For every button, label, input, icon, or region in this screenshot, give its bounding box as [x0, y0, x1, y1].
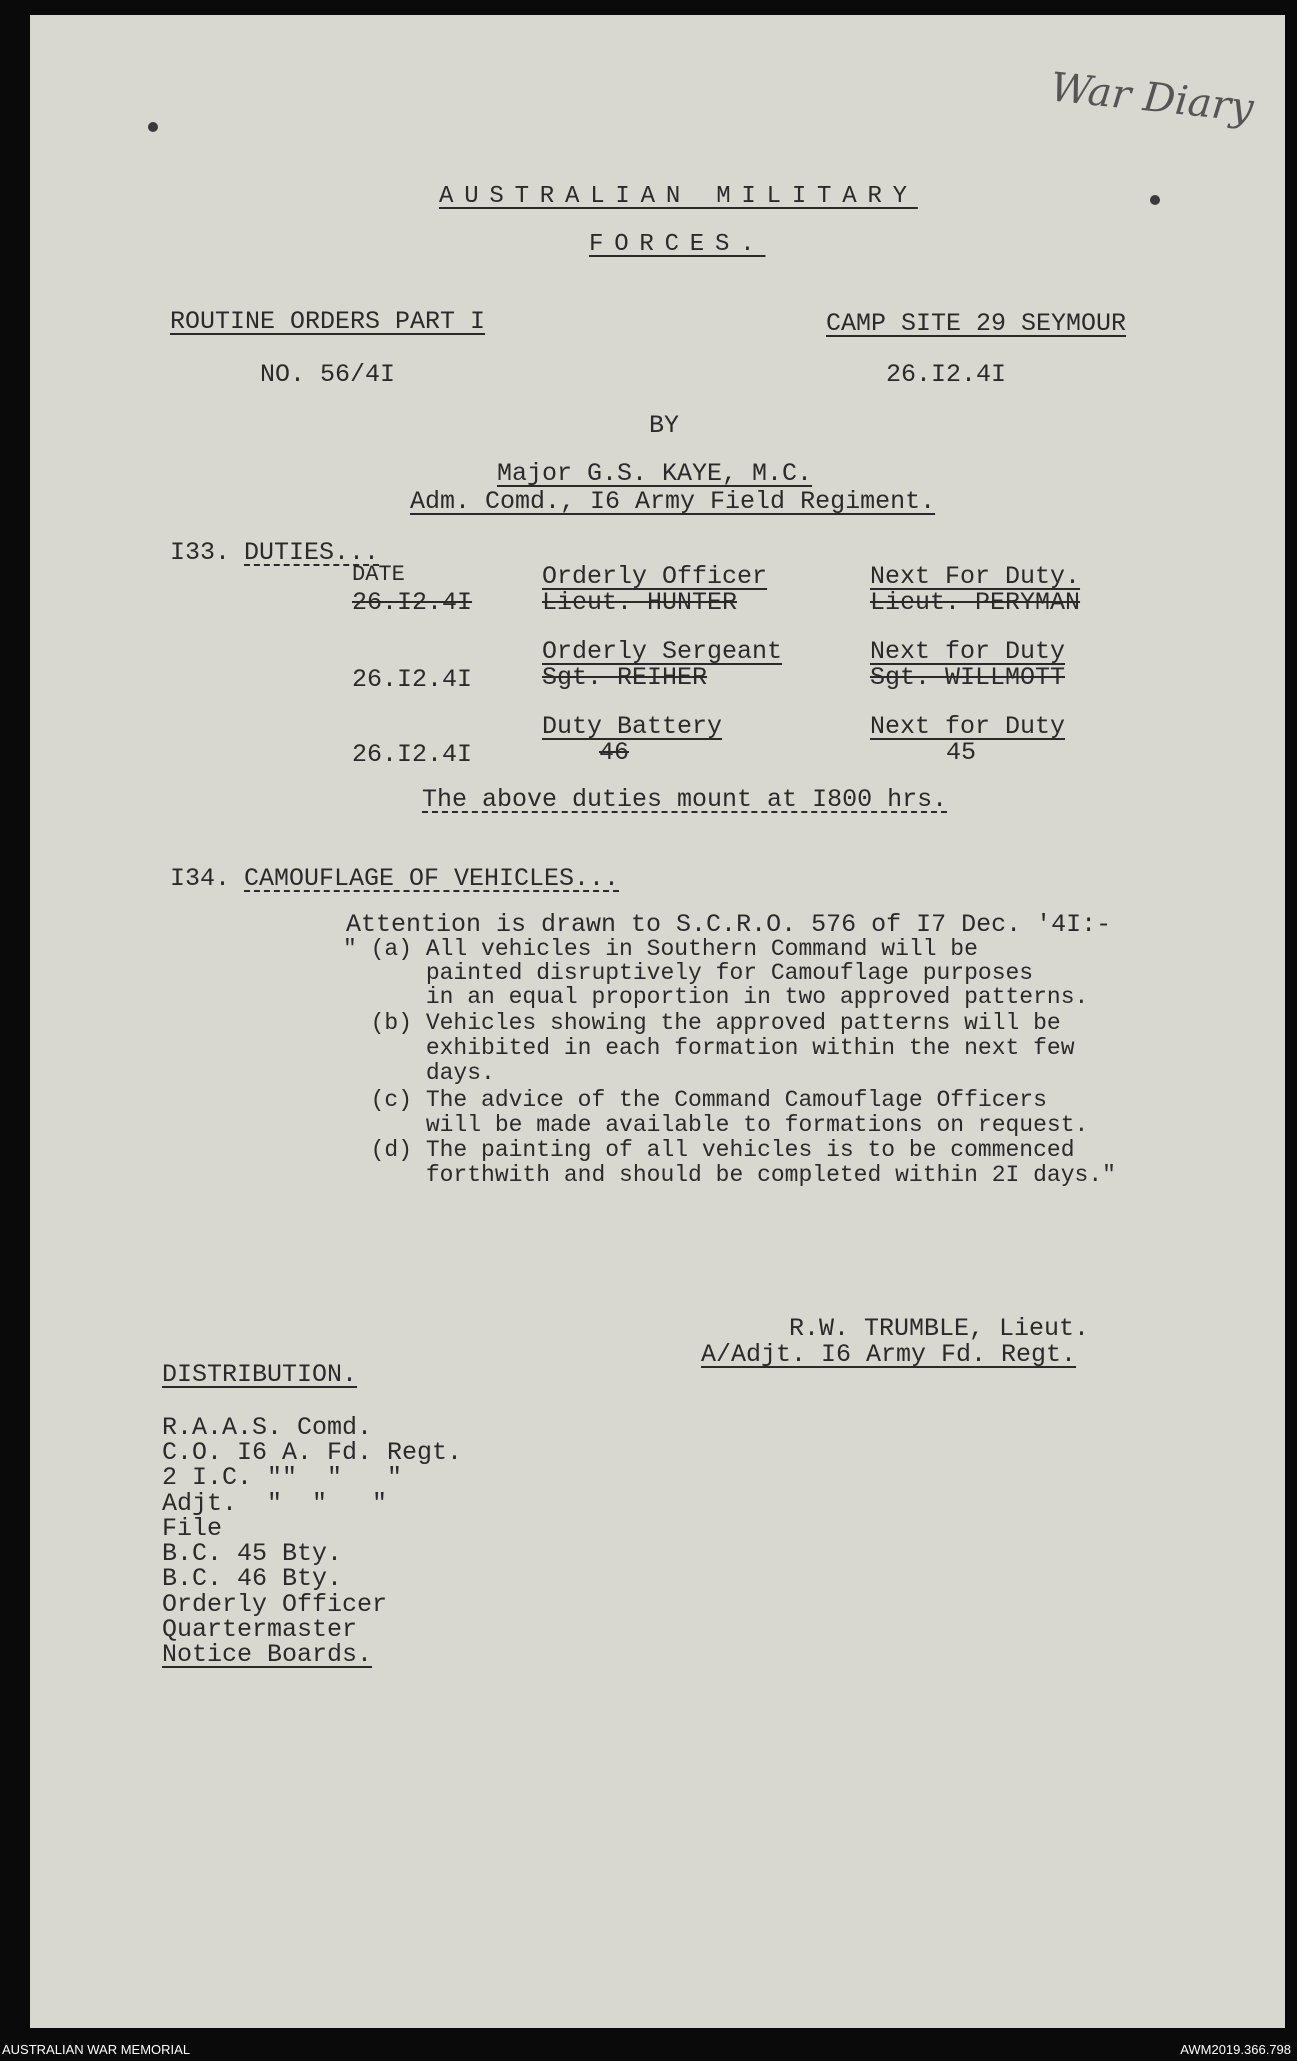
distribution-item: File	[162, 1514, 223, 1543]
camouflage-number: I34.	[170, 864, 231, 893]
distribution-item: B.C. 45 Bty.	[162, 1539, 343, 1568]
camouflage-line: painted disruptively for Camouflage purposes	[343, 960, 1034, 986]
camp-location: CAMP SITE 29 SEYMOUR	[826, 309, 1127, 338]
camouflage-line: will be made available to formations on request.	[343, 1112, 1089, 1138]
camouflage-line: days.	[343, 1060, 495, 1086]
pin-hole-mark	[1150, 195, 1160, 205]
next-duty-assigned: 45	[946, 738, 977, 767]
by-label: BY	[649, 411, 680, 440]
header-title: AUSTRALIAN MILITARY	[439, 183, 918, 210]
distribution-heading: DISTRIBUTION.	[162, 1360, 358, 1389]
duties-note: The above duties mount at I800 hrs.	[422, 785, 948, 814]
footer-credit: AUSTRALIAN WAR MEMORIAL	[2, 2042, 191, 2057]
order-date: 26.I2.4I	[886, 360, 1007, 389]
handwritten-note: War Diary	[1048, 64, 1256, 132]
signature-name: R.W. TRUMBLE, Lieut.	[789, 1314, 1090, 1343]
duties-number: I33.	[170, 538, 231, 567]
orders-title: ROUTINE ORDERS PART I	[170, 307, 486, 336]
camouflage-line: " (a) All vehicles in Southern Command will be	[343, 936, 978, 962]
camouflage-line: (d) The painting of all vehicles is to be commenced	[343, 1137, 1075, 1163]
distribution-item: B.C. 46 Bty.	[162, 1564, 343, 1593]
camouflage-line: (b) Vehicles showing the approved patterns will be	[343, 1010, 1061, 1036]
next-duty-assigned: Lieut. PERYMAN	[870, 588, 1081, 617]
duty-assigned: 46	[599, 738, 630, 767]
camouflage-line: in an equal proportion in two approved patterns.	[343, 984, 1089, 1010]
order-number: NO. 56/4I	[260, 360, 396, 389]
camouflage-heading: CAMOUFLAGE OF VEHICLES...	[244, 864, 620, 893]
duties-heading: DUTIES...	[244, 538, 380, 567]
next-duty-label: Next for Duty	[870, 712, 1066, 741]
duty-assigned: Lieut. HUNTER	[542, 588, 738, 617]
camouflage-line: forthwith and should be completed within 2I days."	[343, 1162, 1116, 1188]
header-subtitle: FORCES.	[589, 231, 766, 258]
duty-title: Orderly Officer	[542, 562, 768, 591]
duty-title: Orderly Sergeant	[542, 637, 783, 666]
officer-name: Major G.S. KAYE, M.C.	[497, 459, 813, 488]
camouflage-line: exhibited in each formation within the next few	[343, 1035, 1075, 1061]
pin-hole-mark	[148, 122, 158, 132]
officer-command: Adm. Comd., I6 Army Field Regiment.	[410, 487, 936, 516]
footer-accession-number: AWM2019.366.798	[1180, 2042, 1291, 2057]
next-duty-label: Next for Duty	[870, 637, 1066, 666]
distribution-item: Quartermaster	[162, 1615, 358, 1644]
distribution-item: R.A.A.S. Comd.	[162, 1413, 373, 1442]
duty-assigned: Sgt. REIHER	[542, 663, 708, 692]
date-column-header: DATE	[352, 562, 405, 587]
distribution-item: Adjt. " " "	[162, 1489, 388, 1518]
distribution-item: 2 I.C. "" " "	[162, 1463, 403, 1492]
next-duty-label: Next For Duty.	[870, 562, 1081, 591]
signature-title: A/Adjt. I6 Army Fd. Regt.	[701, 1340, 1077, 1369]
camouflage-intro: Attention is drawn to S.C.R.O. 576 of I7 Dec. '4I:-	[346, 910, 1112, 939]
next-duty-assigned: Sgt. WILLMOTT	[870, 663, 1066, 692]
duty-date: 26.I2.4I	[352, 665, 473, 694]
duty-date: 26.I2.4I	[352, 588, 473, 617]
distribution-item: C.O. I6 A. Fd. Regt.	[162, 1438, 463, 1467]
distribution-item: Orderly Officer	[162, 1590, 388, 1619]
camouflage-line: (c) The advice of the Command Camouflage Officers	[343, 1087, 1047, 1113]
duty-title: Duty Battery	[542, 712, 723, 741]
duty-date: 26.I2.4I	[352, 740, 473, 769]
distribution-item: Notice Boards.	[162, 1640, 373, 1669]
